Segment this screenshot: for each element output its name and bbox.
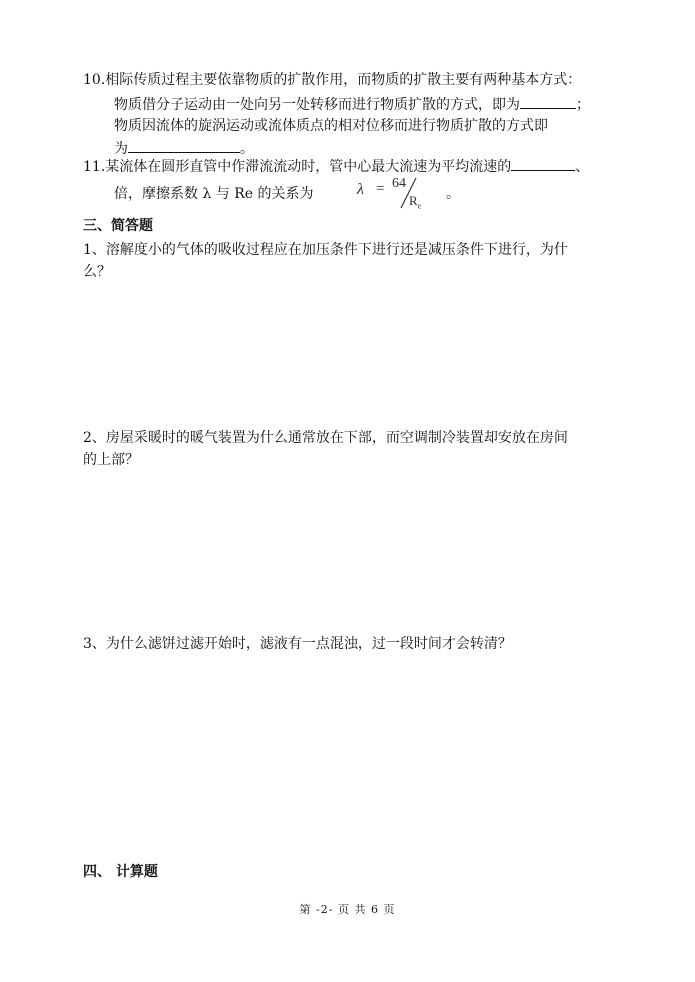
q10-blank-2[interactable] bbox=[128, 138, 240, 153]
formula-denominator-sub: e bbox=[417, 201, 422, 211]
formula-numerator: 64 bbox=[392, 176, 406, 191]
q10-line-4-text: 为 bbox=[114, 141, 128, 157]
q10-line-2-text: 物质借分子运动由一处向另一处转移而进行物质扩散的方式，即为 bbox=[114, 97, 520, 113]
formula-denominator bbox=[409, 193, 421, 211]
formula-denominator-letter: R bbox=[409, 193, 418, 208]
q10-line-2 bbox=[114, 94, 590, 115]
lambda-symbol: λ bbox=[357, 181, 364, 198]
q10-line-4-punct: 。 bbox=[240, 141, 254, 157]
s3-q2-line-2: 的上部？ bbox=[83, 452, 139, 468]
q10-blank-1[interactable] bbox=[520, 94, 576, 109]
q11-line-1 bbox=[83, 156, 589, 177]
s3-q2-line-1: 2、房屋采暖时的暖气装置为什么通常放在下部，而空调制冷装置却安放在房间 bbox=[83, 430, 568, 446]
q10-line-2-punct: ； bbox=[576, 97, 590, 113]
q10-line-3: 物质因流体的旋涡运动或流体质点的相对位移而进行物质扩散的方式即 bbox=[114, 118, 548, 134]
q11-blank-1[interactable] bbox=[511, 156, 575, 171]
q10-line-1: 10.相际传质过程主要依靠物质的扩散作用，而物质的扩散主要有两种基本方式： bbox=[83, 72, 582, 88]
s3-q1-line-2: 么？ bbox=[83, 264, 111, 280]
q11-line-2-punct: 。 bbox=[446, 186, 460, 202]
section-3-title: 三、简答题 bbox=[83, 218, 153, 234]
s3-q1-line-1: 1、溶解度小的气体的吸收过程应在加压条件下进行还是减压条件下进行，为什 bbox=[83, 242, 568, 258]
q11-line-2-text: 倍，摩擦系数 λ 与 Re 的关系为 bbox=[114, 186, 314, 202]
s3-q3-line-1: 3、为什么滤饼过滤开始时，滤液有一点混浊，过一段时间才会转清？ bbox=[83, 636, 512, 652]
page-footer: 第 -2- 页 共 6 页 bbox=[299, 903, 396, 916]
section-4-title: 四、 计算题 bbox=[83, 864, 158, 880]
q11-line-1-punct: 、 bbox=[575, 159, 590, 175]
equals-sign: = bbox=[376, 181, 385, 197]
q11-line-1-text: 11.某流体在圆形直管中作滞流流动时，管中心最大流速为平均流速的 bbox=[83, 159, 512, 175]
